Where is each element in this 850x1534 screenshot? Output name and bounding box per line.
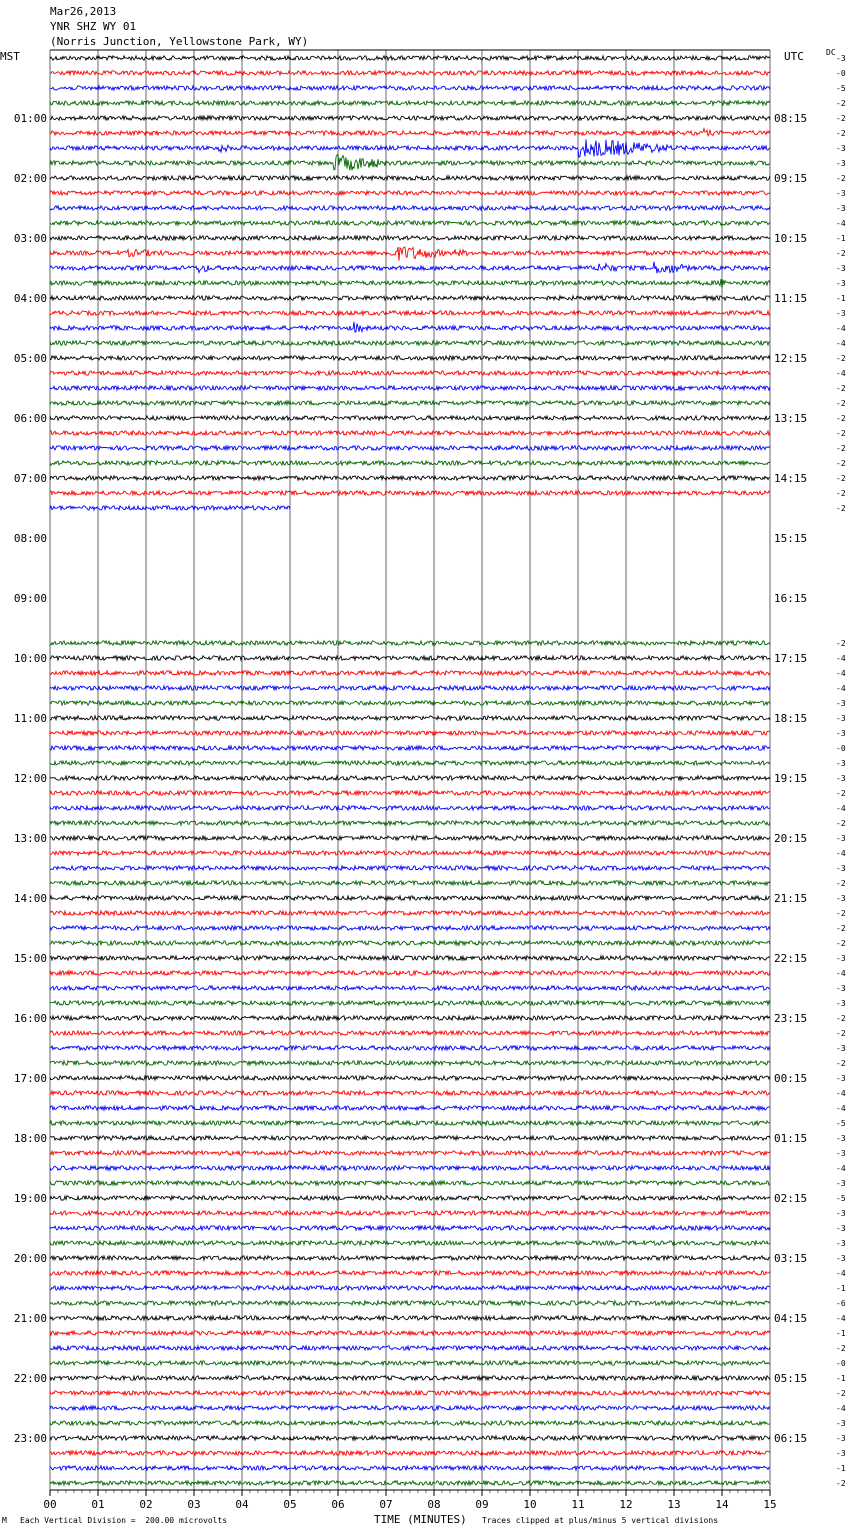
dc-offset-label: -3 [836,834,846,843]
hour-label-mst: 13:00 [13,832,47,845]
dc-offset-label: -2 [836,399,846,408]
dc-offset-label: -2 [836,939,846,948]
trace-line [50,1421,770,1425]
dc-offset-label: -3 [836,1224,846,1233]
dc-offset-label: -4 [836,369,846,378]
dc-offset-label: -4 [836,1404,846,1413]
dc-offset-label: -3 [836,1419,846,1428]
hour-label-utc: 11:15 [774,292,808,305]
hour-label-mst: 08:00 [13,532,47,545]
dc-offset-label: -3 [836,864,846,873]
trace-line [50,956,770,960]
trace-line [50,1136,770,1140]
dc-offset-label: -3 [836,759,846,768]
x-tick-label: 05 [283,1498,297,1511]
hour-label-utc: 17:15 [774,652,808,665]
header-date: Mar26,2013 [50,5,117,18]
trace-line [50,1286,770,1290]
hour-label-mst: 07:00 [13,472,47,485]
trace-line [50,416,770,420]
trace-line [50,446,770,450]
trace-line [50,431,770,435]
trace-line [50,139,770,157]
trace-line [50,71,770,75]
dc-offset-label: -5 [836,84,846,93]
hour-label-mst: 02:00 [13,172,47,185]
dc-offset-label: -4 [836,219,846,228]
dc-offset-label: -4 [836,1164,846,1173]
x-tick-label: 08 [427,1498,441,1511]
trace-line [50,191,770,195]
trace-line [50,761,770,765]
trace-line [50,851,770,855]
trace-line [50,311,770,315]
x-tick-label: 04 [235,1498,249,1511]
trace-line [50,129,770,136]
dc-offset-label: -3 [836,1074,846,1083]
trace-line [50,461,770,465]
hour-label-utc: 03:15 [774,1252,808,1265]
hour-label-utc: 09:15 [774,172,808,185]
hour-label-mst: 17:00 [13,1072,47,1085]
dc-offset-label: -3 [836,54,846,63]
hour-label-utc: 23:15 [774,1012,808,1025]
x-tick-label: 10 [523,1498,537,1511]
hour-label-utc: 05:15 [774,1372,808,1385]
dc-offset-label: -1 [836,1464,846,1473]
hour-label-utc: 19:15 [774,772,808,785]
hour-label-mst: 14:00 [13,892,47,905]
dc-offset-label: -4 [836,969,846,978]
dc-offset-label: -3 [836,159,846,168]
trace-line [50,1121,770,1125]
trace-line [50,1361,770,1365]
hour-label-utc: 15:15 [774,532,808,545]
x-tick-label: 13 [667,1498,681,1511]
dc-offset-label: -5 [836,1119,846,1128]
trace-line [50,1271,770,1275]
trace-line [50,716,770,720]
dc-offset-label: -3 [836,1254,846,1263]
dc-offset-label: -1 [836,294,846,303]
dc-offset-label: -2 [836,249,846,258]
trace-line [50,656,770,660]
trace-line [50,881,770,885]
dc-offset-label: -2 [836,1389,846,1398]
x-tick-label: 03 [187,1498,201,1511]
scale-note: Each Vertical Division = 200.00 microvolts [20,1516,228,1525]
dc-offset-label: -0 [836,69,846,78]
dc-offset-label: -2 [836,474,846,483]
x-axis-title: TIME (MINUTES) [374,1513,467,1526]
trace-line [50,206,770,210]
trace-line [50,1001,770,1005]
dc-offset-label: -2 [836,444,846,453]
dc-offset-label: -3 [836,279,846,288]
trace-line [50,1451,770,1455]
hour-label-mst: 12:00 [13,772,47,785]
dc-offset-label: -3 [836,1179,846,1188]
hour-label-utc: 16:15 [774,592,808,605]
hour-label-utc: 13:15 [774,412,808,425]
trace-line [50,731,770,735]
dc-offset-label: -4 [836,804,846,813]
trace-line [50,371,770,375]
dc-offset-label: -3 [836,714,846,723]
dc-offset-label: -3 [836,189,846,198]
trace-line [50,221,770,225]
dc-offset-label: -3 [836,1239,846,1248]
dc-offset-label: -3 [836,894,846,903]
left-timezone-label: MST [0,50,20,63]
hour-label-utc: 02:15 [774,1192,808,1205]
x-tick-label: 14 [715,1498,729,1511]
dc-offset-label: -4 [836,684,846,693]
hour-label-utc: 18:15 [774,712,808,725]
dc-offset-label: -2 [836,1059,846,1068]
x-tick-label: 02 [139,1498,153,1511]
dc-offset-label: -3 [836,1149,846,1158]
trace-line [50,296,770,300]
trace-line [50,1076,770,1080]
trace-line [50,1241,770,1245]
hour-label-mst: 05:00 [13,352,47,365]
x-tick-label: 06 [331,1498,345,1511]
hour-label-mst: 10:00 [13,652,47,665]
trace-line [50,1061,770,1065]
hour-label-mst: 16:00 [13,1012,47,1025]
dc-offset-label: -2 [836,174,846,183]
clip-note: Traces clipped at plus/minus 5 vertical divisions [482,1516,719,1525]
dc-offset-label: -2 [836,924,846,933]
trace-line [50,262,770,274]
trace-line [50,86,770,90]
dc-offset-label: -2 [836,819,846,828]
dc-offset-label: -2 [836,489,846,498]
dc-offset-label: -2 [836,879,846,888]
hour-label-utc: 00:15 [774,1072,808,1085]
dc-offset-label: -4 [836,339,846,348]
trace-line [50,1046,770,1050]
dc-offset-label: -4 [836,654,846,663]
header-location: (Norris Junction, Yellowstone Park, WY) [50,35,309,48]
dc-offset-label: -1 [836,1329,846,1338]
dc-offset-label: -2 [836,639,846,648]
trace-line [50,491,770,495]
trace-line [50,1106,770,1110]
dc-offset-label: -5 [836,1194,846,1203]
trace-line [50,1466,770,1470]
dc-offset-label: -3 [836,729,846,738]
x-tick-label: 07 [379,1498,393,1511]
dc-offset-label: -3 [836,954,846,963]
trace-line [50,671,770,675]
dc-offset-label: -2 [836,1479,846,1488]
trace-line [50,686,770,690]
hour-label-utc: 22:15 [774,952,808,965]
dc-offset-label: -3 [836,699,846,708]
hour-label-utc: 01:15 [774,1132,808,1145]
dc-offset-label: -3 [836,1434,846,1443]
hour-label-utc: 06:15 [774,1432,808,1445]
trace-line [50,341,770,345]
corner-mark: M [2,1516,7,1525]
trace-line [50,1376,770,1380]
trace-line [50,176,770,180]
trace-line [50,1346,770,1350]
hour-label-mst: 06:00 [13,412,47,425]
hour-label-mst: 04:00 [13,292,47,305]
dc-offset-label: -3 [836,309,846,318]
x-tick-label: 00 [43,1498,57,1511]
x-tick-label: 12 [619,1498,633,1511]
dc-offset-label: -3 [836,1044,846,1053]
trace-line [50,1256,770,1260]
hour-label-utc: 20:15 [774,832,808,845]
dc-offset-label: -2 [836,99,846,108]
trace-line [50,1031,770,1035]
trace-line [50,821,770,825]
hour-label-mst: 19:00 [13,1192,47,1205]
x-tick-label: 15 [763,1498,777,1511]
dc-offset-label: -1 [836,1284,846,1293]
hour-label-mst: 22:00 [13,1372,47,1385]
dc-offset-label: -6 [836,1299,846,1308]
trace-line [50,401,770,405]
dc-offset-label: -3 [836,264,846,273]
trace-line [50,279,770,288]
x-tick-label: 01 [91,1498,105,1511]
trace-line [50,1151,770,1155]
trace-line [50,866,770,870]
dc-offset-label: -1 [836,234,846,243]
hour-label-mst: 18:00 [13,1132,47,1145]
dc-offset-label: -2 [836,909,846,918]
trace-line [50,1316,770,1320]
trace-line [50,806,770,810]
hour-label-mst: 01:00 [13,112,47,125]
dc-offset-label: -2 [836,1344,846,1353]
trace-line [50,1226,770,1230]
trace-line [50,836,770,840]
dc-offset-label: -3 [836,999,846,1008]
right-timezone-label: UTC [784,50,804,63]
hour-label-mst: 20:00 [13,1252,47,1265]
hour-label-mst: 09:00 [13,592,47,605]
dc-offset-label: -0 [836,744,846,753]
dc-offset-label: -3 [836,1449,846,1458]
trace-line [50,1211,770,1215]
trace-line [50,247,770,261]
dc-offset-label: -2 [836,429,846,438]
dc-offset-label: -4 [836,1089,846,1098]
dc-offset-label: -2 [836,789,846,798]
dc-offset-label: -3 [836,1134,846,1143]
header-station: YNR SHZ WY 01 [50,20,137,33]
dc-offset-label: -2 [836,1029,846,1038]
x-tick-label: 11 [571,1498,585,1511]
trace-line [50,1016,770,1020]
dc-offset-label: -4 [836,849,846,858]
trace-line [50,926,770,930]
trace-line [50,1196,770,1200]
dc-offset-label: -2 [836,114,846,123]
trace-line [50,1436,770,1440]
trace-line [50,1301,770,1305]
x-tick-label: 09 [475,1498,489,1511]
hour-label-utc: 10:15 [774,232,808,245]
trace-line [50,101,770,105]
trace-line [50,896,770,900]
hour-label-mst: 21:00 [13,1312,47,1325]
trace-line [50,941,770,945]
trace-line [50,356,770,360]
trace-line [50,1481,770,1485]
dc-label: DC [826,48,836,57]
dc-offset-label: -2 [836,354,846,363]
dc-offset-label: -4 [836,1104,846,1113]
trace-line [50,1331,770,1335]
trace-line [50,791,770,795]
dc-offset-label: -4 [836,324,846,333]
dc-offset-label: -3 [836,144,846,153]
hour-label-mst: 15:00 [13,952,47,965]
dc-offset-label: -3 [836,774,846,783]
dc-offset-label: -4 [836,1269,846,1278]
trace-line [50,506,290,510]
trace-line [50,476,770,480]
trace-line [50,56,770,60]
dc-offset-label: -2 [836,504,846,513]
dc-offset-label: -3 [836,1209,846,1218]
trace-line [50,1166,770,1170]
hour-label-mst: 11:00 [13,712,47,725]
trace-line [50,971,770,975]
dc-offset-label: -3 [836,204,846,213]
trace-line [50,911,770,915]
hour-label-utc: 04:15 [774,1312,808,1325]
trace-line [50,1406,770,1410]
trace-line [50,116,770,120]
dc-offset-label: -2 [836,1014,846,1023]
dc-offset-label: -4 [836,669,846,678]
trace-line [50,986,770,990]
hour-label-utc: 08:15 [774,112,808,125]
dc-offset-label: -1 [836,1374,846,1383]
dc-offset-label: -4 [836,1314,846,1323]
hour-label-mst: 23:00 [13,1432,47,1445]
dc-offset-label: -2 [836,459,846,468]
trace-line [50,1181,770,1185]
trace-line [50,641,770,645]
hour-label-utc: 21:15 [774,892,808,905]
trace-line [50,386,770,390]
dc-offset-label: -2 [836,414,846,423]
trace-line [50,701,770,705]
dc-offset-label: -3 [836,984,846,993]
hour-label-utc: 12:15 [774,352,808,365]
trace-line [50,236,770,240]
dc-offset-label: -0 [836,1359,846,1368]
trace-line [50,1391,770,1395]
trace-line [50,1091,770,1095]
trace-line [50,322,770,332]
trace-line [50,776,770,780]
trace-line [50,746,770,750]
dc-offset-label: -2 [836,129,846,138]
hour-label-utc: 14:15 [774,472,808,485]
dc-offset-label: -2 [836,384,846,393]
hour-label-mst: 03:00 [13,232,47,245]
trace-line [50,155,770,171]
